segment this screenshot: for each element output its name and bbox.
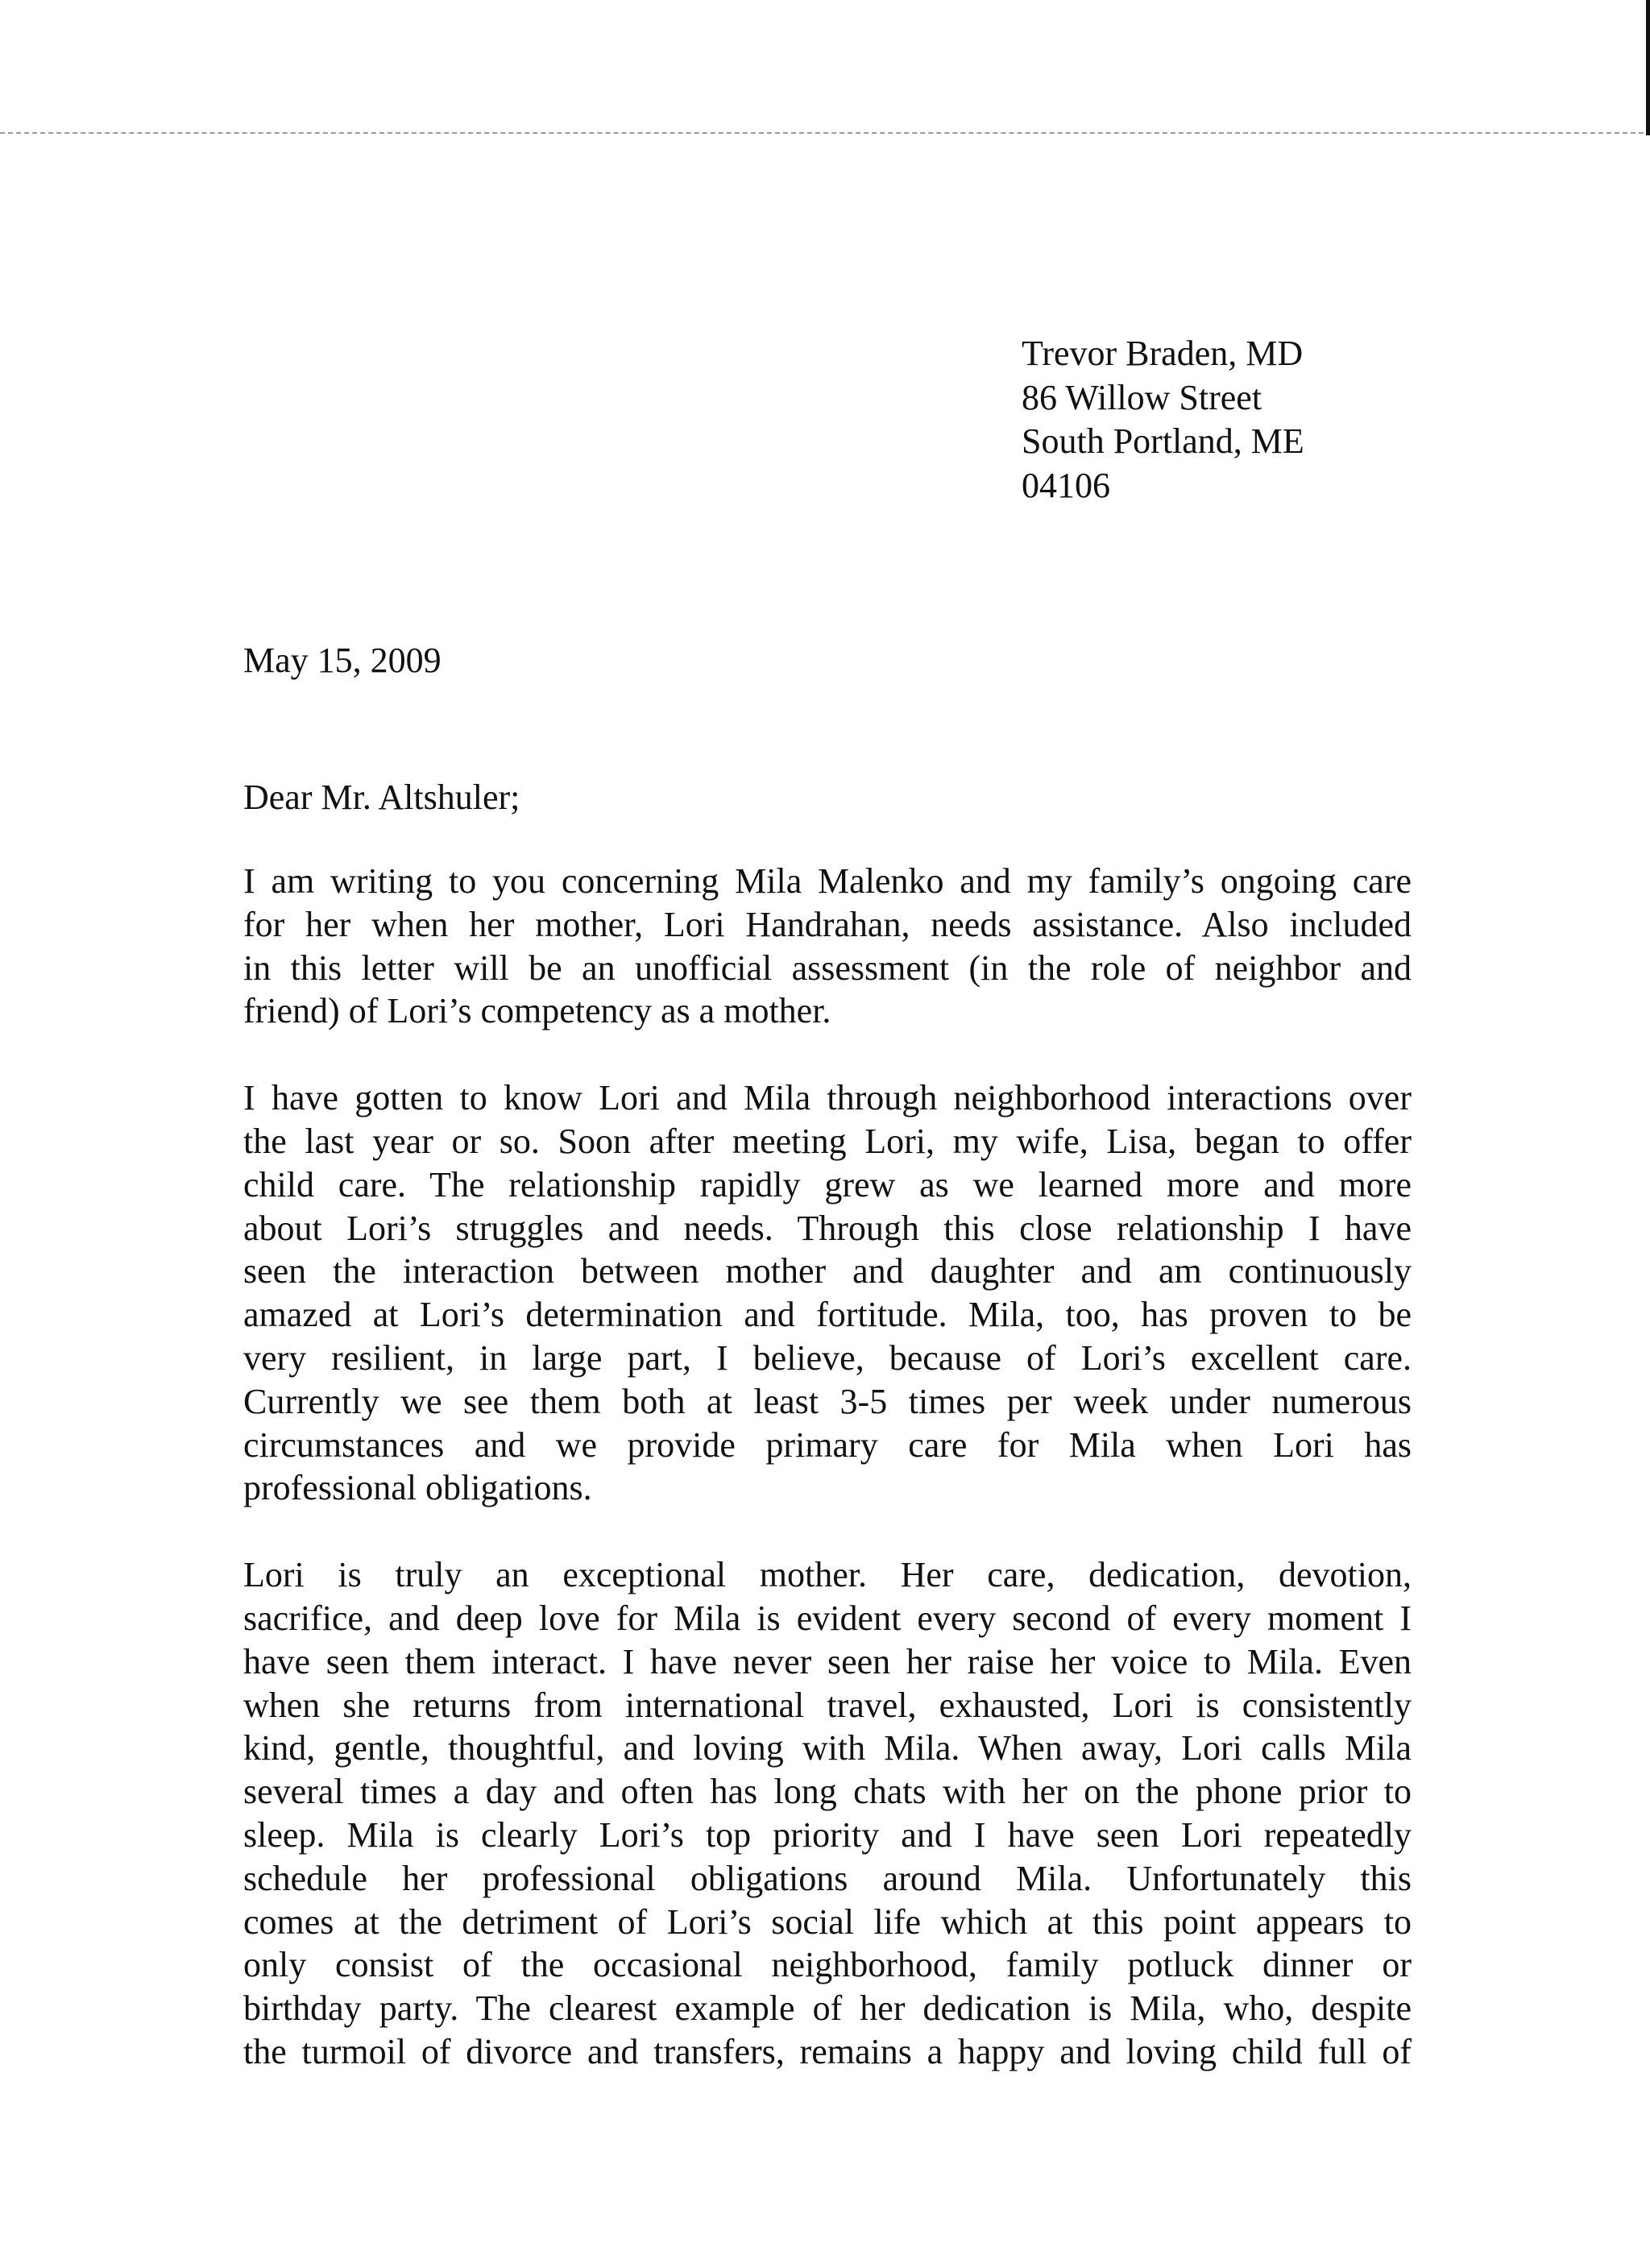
paragraph-line: child care. The relationship rapidly grew as we learned more and more	[243, 1164, 1412, 1204]
paragraph-line: in this letter will be an unofficial assessment (in the role of neighbor and	[243, 947, 1412, 988]
paragraph-line: several times a day and often has long chats with her on the phone prior to	[243, 1772, 1412, 1812]
scan-artifact-edge	[1646, 0, 1650, 135]
paragraph-line: for her when her mother, Lori Handrahan, needs assistance. Also included	[243, 904, 1412, 944]
body-paragraph	[243, 1076, 1412, 1510]
paragraph-line: the turmoil of divorce and transfers, remains a happy and loving child full of	[243, 2031, 1412, 2071]
paragraph-line: I am writing to you concerning Mila Malenko and my family’s ongoing care	[243, 861, 1412, 901]
paragraph-line: kind, gentle, thoughtful, and loving with Mila. When away, Lori calls Mila	[243, 1728, 1412, 1768]
sender-street: 86 Willow Street	[1022, 377, 1262, 417]
scan-artifact-line	[0, 132, 1644, 134]
paragraph-line: sleep. Mila is clearly Lori’s top priority and I have seen Lori repeatedly	[243, 1814, 1412, 1855]
sender-address-block	[1022, 332, 1304, 508]
paragraph-line: seen the interaction between mother and daughter and am continuously	[243, 1251, 1412, 1292]
paragraph-line: comes at the detriment of Lori’s social life which at this point appears to	[243, 1901, 1412, 1942]
paragraph-line: schedule her professional obligations around Mila. Unfortunately this	[243, 1858, 1412, 1898]
paragraph-line: very resilient, in large part, I believe, because of Lori’s excellent care.	[243, 1337, 1412, 1378]
body-paragraph	[243, 860, 1412, 1033]
sender-name: Trevor Braden, MD	[1022, 334, 1304, 373]
paragraph-line: the last year or so. Soon after meeting Lori, my wife, Lisa, began to offer	[243, 1121, 1412, 1161]
paragraph-line: have seen them interact. I have never seen her raise her voice to Mila. Even	[243, 1641, 1412, 1681]
paragraph-line: I have gotten to know Lori and Mila through neighborhood interactions over	[243, 1078, 1412, 1118]
paragraph-line: circumstances and we provide primary care for Mila when Lori has	[243, 1424, 1412, 1465]
sender-city-state: South Portland, ME	[1022, 421, 1304, 461]
paragraph-line: friend) of Lori’s competency as a mother.	[243, 991, 831, 1031]
paragraph-line: birthday party. The clearest example of her dedication is Mila, who, despite	[243, 1988, 1412, 2029]
body-paragraph	[243, 1553, 1412, 2074]
paragraph-line: Currently we see them both at least 3-5 times per week under numerous	[243, 1381, 1412, 1421]
sender-zip: 04106	[1022, 465, 1110, 505]
paragraph-line: only consist of the occasional neighborhood, family potluck dinner or	[243, 1945, 1412, 1985]
salutation: Dear Mr. Altshuler;	[243, 777, 520, 817]
paragraph-line: when she returns from international travel, exhausted, Lori is consistently	[243, 1685, 1412, 1725]
letter-body	[243, 860, 1412, 2117]
paragraph-line: sacrifice, and deep love for Mila is evident every second of every moment I	[243, 1598, 1412, 1638]
paragraph-line: Lori is truly an exceptional mother. Her care, dedication, devotion,	[243, 1555, 1412, 1595]
paragraph-line: about Lori’s struggles and needs. Through this close relationship I have	[243, 1208, 1412, 1248]
paragraph-line: amazed at Lori’s determination and fortitude. Mila, too, has proven to be	[243, 1295, 1412, 1335]
letter-date: May 15, 2009	[243, 641, 442, 680]
paragraph-line: professional obligations.	[243, 1468, 592, 1508]
